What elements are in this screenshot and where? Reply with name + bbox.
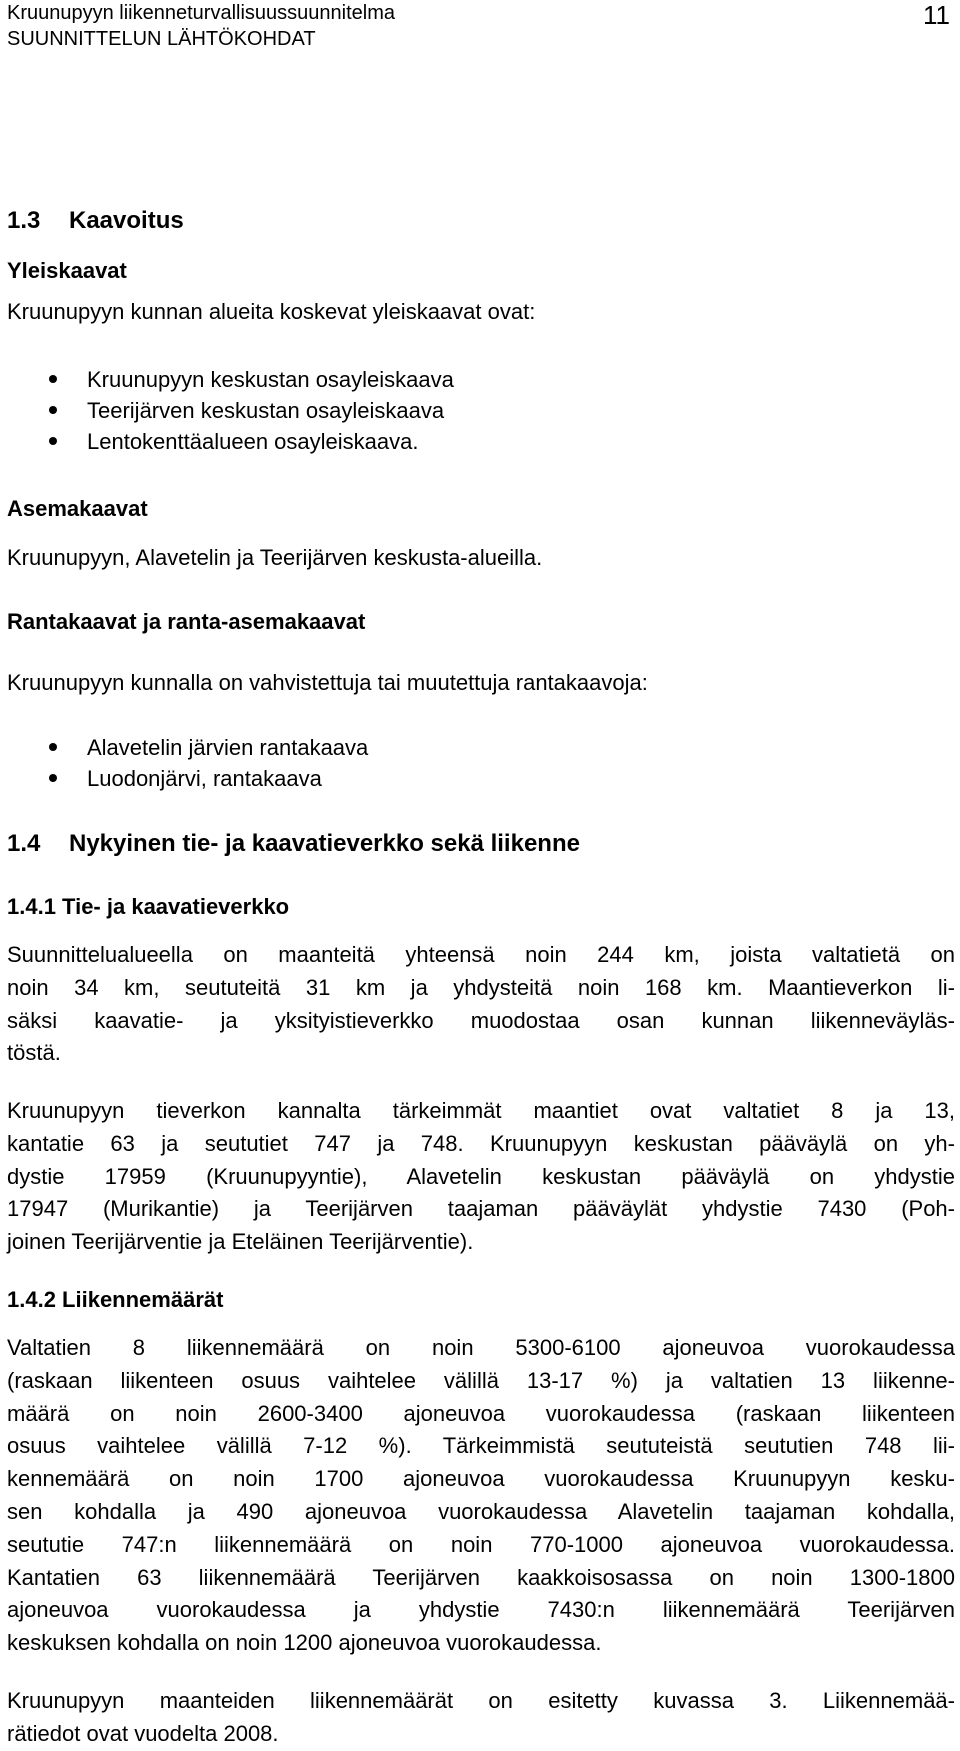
list-item: Kruunupyyn keskustan osayleiskaava: [7, 364, 955, 395]
paragraph-yleiskaavat-intro: Kruunupyyn kunnan alueita koskevat yleiskaavat ovat:: [7, 299, 536, 324]
paragraph-asemakaavat: Kruunupyyn, Alavetelin ja Teerijärven keskusta-alueilla.: [7, 545, 543, 570]
bullet-icon: [49, 406, 57, 414]
section-title: Nykyinen tie- ja kaavatieverkko sekä liikenne: [69, 830, 580, 857]
bullet-list-yleiskaavat: [7, 364, 955, 457]
running-header-title: Kruunupyyn liikenneturvallisuussuunnitelma: [7, 2, 395, 24]
paragraph-tieverkko-1: Suunnittelualueella on maanteitä yhteensä noin 244 km, joista valtatietä on noin 34 km, seututeitä 31 km ja yhdysteitä noin 168 km. Maantieverkon li- säksi kaavatie- ja yksityistieverkko muodostaa osan kunnan liikenneväyläs- töstä.: [7, 942, 955, 1066]
section-heading-1-3: [7, 206, 955, 236]
bullet-icon: [49, 375, 57, 383]
list-item: Luodonjärvi, rantakaava: [7, 763, 955, 794]
bullet-icon: [49, 743, 57, 751]
subheading-rantakaavat: Rantakaavat ja ranta-asemakaavat: [7, 609, 366, 634]
section-number: 1.4: [7, 830, 41, 857]
subheading-1-4-2: 1.4.2 Liikennemäärät: [7, 1287, 224, 1312]
list-item: Teerijärven keskustan osayleiskaava: [7, 395, 955, 426]
paragraph-liikennemaarat-2: Kruunupyyn maanteiden liikennemäärät on esitetty kuvassa 3. Liikennemää- rätiedot ovat vuodelta 2008.: [7, 1688, 955, 1746]
bullet-list-rantakaavat: [7, 732, 955, 794]
page-number: 11: [923, 0, 950, 30]
running-header-subtitle: SUUNNITTELUN LÄHTÖKOHDAT: [7, 28, 316, 50]
paragraph-rantakaavat-intro: Kruunupyyn kunnalla on vahvistettuja tai muutettuja rantakaavoja:: [7, 670, 648, 695]
bullet-icon: [49, 774, 57, 782]
list-item: Lentokenttäalueen osayleiskaava.: [7, 426, 955, 457]
section-number: 1.3: [7, 207, 41, 234]
section-heading-1-4: [7, 829, 955, 859]
subheading-1-4-1: 1.4.1 Tie- ja kaavatieverkko: [7, 894, 290, 919]
paragraph-tieverkko-2: Kruunupyyn tieverkon kannalta tärkeimmät maantiet ovat valtatiet 8 ja 13, kantatie 63 ja seututiet 747 ja 748. Kruunupyyn keskustan pääväylä on yh- dystie 17959 (Kruunupyyntie), Alavetelin keskustan pääväylä on yhdystie 17947 (Murikantie) ja Teerijärven taajaman pääväylät yhdystie 7430 (Poh- joinen Teerijärventie ja Eteläinen Teerijärventie).: [7, 1098, 955, 1255]
list-item: Alavetelin järvien rantakaava: [7, 732, 955, 763]
bullet-icon: [49, 437, 57, 445]
subheading-yleiskaavat: Yleiskaavat: [7, 258, 127, 283]
paragraph-liikennemaarat-1: Valtatien 8 liikennemäärä on noin 5300-6100 ajoneuvoa vuorokaudessa (raskaan liikenteen osuus vaihtelee välillä 13-17 %) ja valtatien 13 liikenne- määrä on noin 2600-3400 ajoneuvoa vuorokaudessa (raskaan liikenteen osuus vaihtelee välillä 7-12 %). Tärkeimmistä seututeistä seututien 748 lii- kennemäärä on noin 1700 ajoneuvoa vuorokaudessa Kruunupyyn kesku- sen kohdalla ja 490 ajoneuvoa vuorokaudessa Alavetelin taajaman kohdalla, seututie 747:n liikennemäärä on noin 770-1000 ajoneuvoa vuorokaudessa. Kantatien 63 liikennemäärä Teerijärven kaakkoisosassa on noin 1300-1800 ajoneuvoa vuorokaudessa ja yhdystie 7430:n liikennemäärä Teerijärven keskuksen kohdalla on noin 1200 ajoneuvoa vuorokaudessa.: [7, 1335, 955, 1656]
subheading-asemakaavat: Asemakaavat: [7, 496, 148, 521]
section-title: Kaavoitus: [69, 207, 184, 234]
